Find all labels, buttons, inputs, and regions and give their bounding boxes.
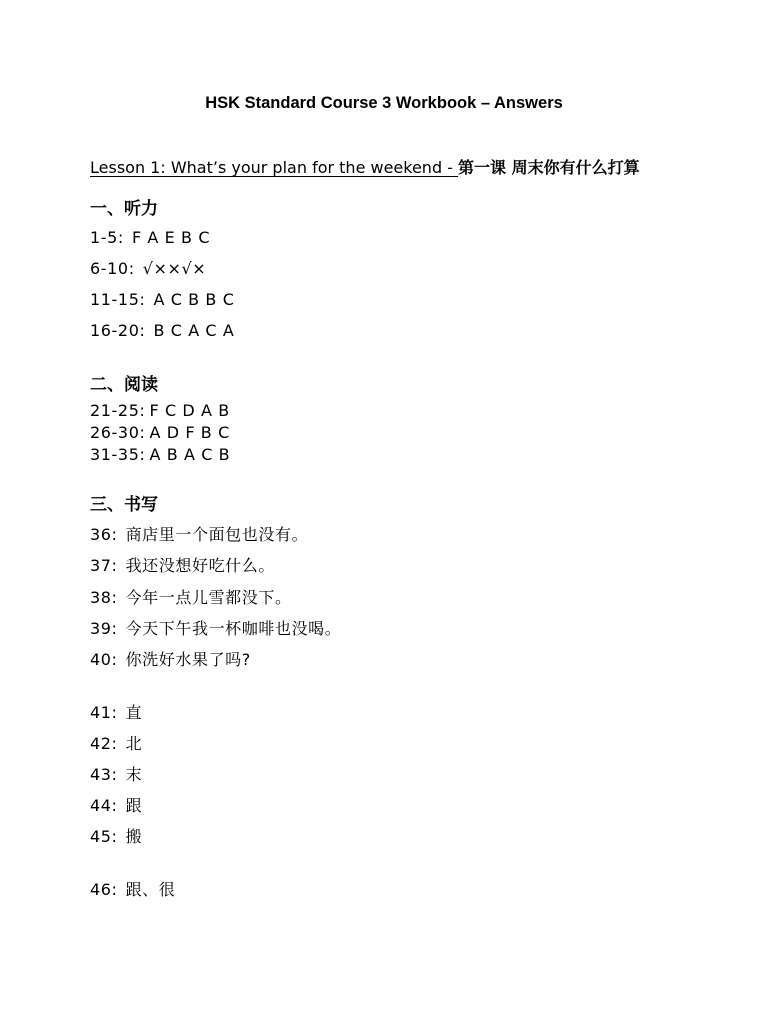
answer-text: A D F B C <box>149 423 230 442</box>
answer-text: 搬 <box>125 827 143 846</box>
answer-text: 跟 <box>125 796 143 815</box>
answer-line <box>90 228 210 248</box>
question-range: 41: <box>90 703 118 722</box>
question-range: 26-30: <box>90 423 146 442</box>
answer-line <box>90 827 142 847</box>
question-range: 42: <box>90 734 118 753</box>
answer-text: F C D A B <box>149 401 230 420</box>
answer-text: 我还没想好吃什么。 <box>125 556 275 575</box>
answer-line <box>90 650 251 670</box>
section-heading-listening: 一、听力 <box>90 199 158 219</box>
answer-line <box>90 703 142 723</box>
answer-line <box>90 290 234 310</box>
question-range: 46: <box>90 880 118 899</box>
answer-line <box>90 401 230 421</box>
section-heading-reading: 二、阅读 <box>90 375 158 395</box>
answer-line <box>90 525 308 545</box>
question-range: 1-5: <box>90 228 124 247</box>
lesson-title-zh: 第一课 周末你有什么打算 <box>458 158 640 177</box>
answer-line <box>90 556 275 576</box>
question-range: 36: <box>90 525 118 544</box>
answer-line <box>90 765 142 785</box>
document-title: HSK Standard Course 3 Workbook – Answers <box>205 94 563 112</box>
answer-text: 直 <box>125 703 143 722</box>
question-range: 44: <box>90 796 118 815</box>
question-range: 38: <box>90 588 118 607</box>
answer-text: 跟、很 <box>125 880 176 899</box>
question-range: 43: <box>90 765 118 784</box>
answer-text: 北 <box>125 734 143 753</box>
answer-line <box>90 796 142 816</box>
answer-text: A C B B C <box>153 290 235 309</box>
answer-text: 末 <box>125 765 143 784</box>
answer-text: 今年一点儿雪都没下。 <box>125 588 292 607</box>
question-range: 31-35: <box>90 445 146 464</box>
answer-text: 你洗好水果了吗? <box>125 650 251 669</box>
answer-line <box>90 734 142 754</box>
answer-line <box>90 445 230 465</box>
question-range: 16-20: <box>90 321 146 340</box>
answer-text: √××√× <box>142 259 207 278</box>
question-range: 40: <box>90 650 118 669</box>
answer-text: B C A C A <box>153 321 235 340</box>
answer-line <box>90 619 341 639</box>
answer-line <box>90 321 234 341</box>
question-range: 6-10: <box>90 259 135 278</box>
answer-text: 今天下午我一杯咖啡也没喝。 <box>125 619 342 638</box>
answer-line <box>90 259 206 279</box>
answer-text: F A E B C <box>131 228 211 247</box>
question-range: 21-25: <box>90 401 146 420</box>
question-range: 45: <box>90 827 118 846</box>
question-range: 37: <box>90 556 118 575</box>
question-range: 39: <box>90 619 118 638</box>
section-heading-writing: 三、书写 <box>90 495 158 515</box>
answer-text: A B A C B <box>149 445 231 464</box>
answer-line <box>90 880 175 900</box>
lesson-title-en: Lesson 1: What’s your plan for the weekend - <box>90 158 459 177</box>
question-range: 11-15: <box>90 290 146 309</box>
lesson-heading <box>90 157 640 179</box>
answer-line <box>90 588 292 608</box>
answer-text: 商店里一个面包也没有。 <box>125 525 309 544</box>
answer-line <box>90 423 230 443</box>
